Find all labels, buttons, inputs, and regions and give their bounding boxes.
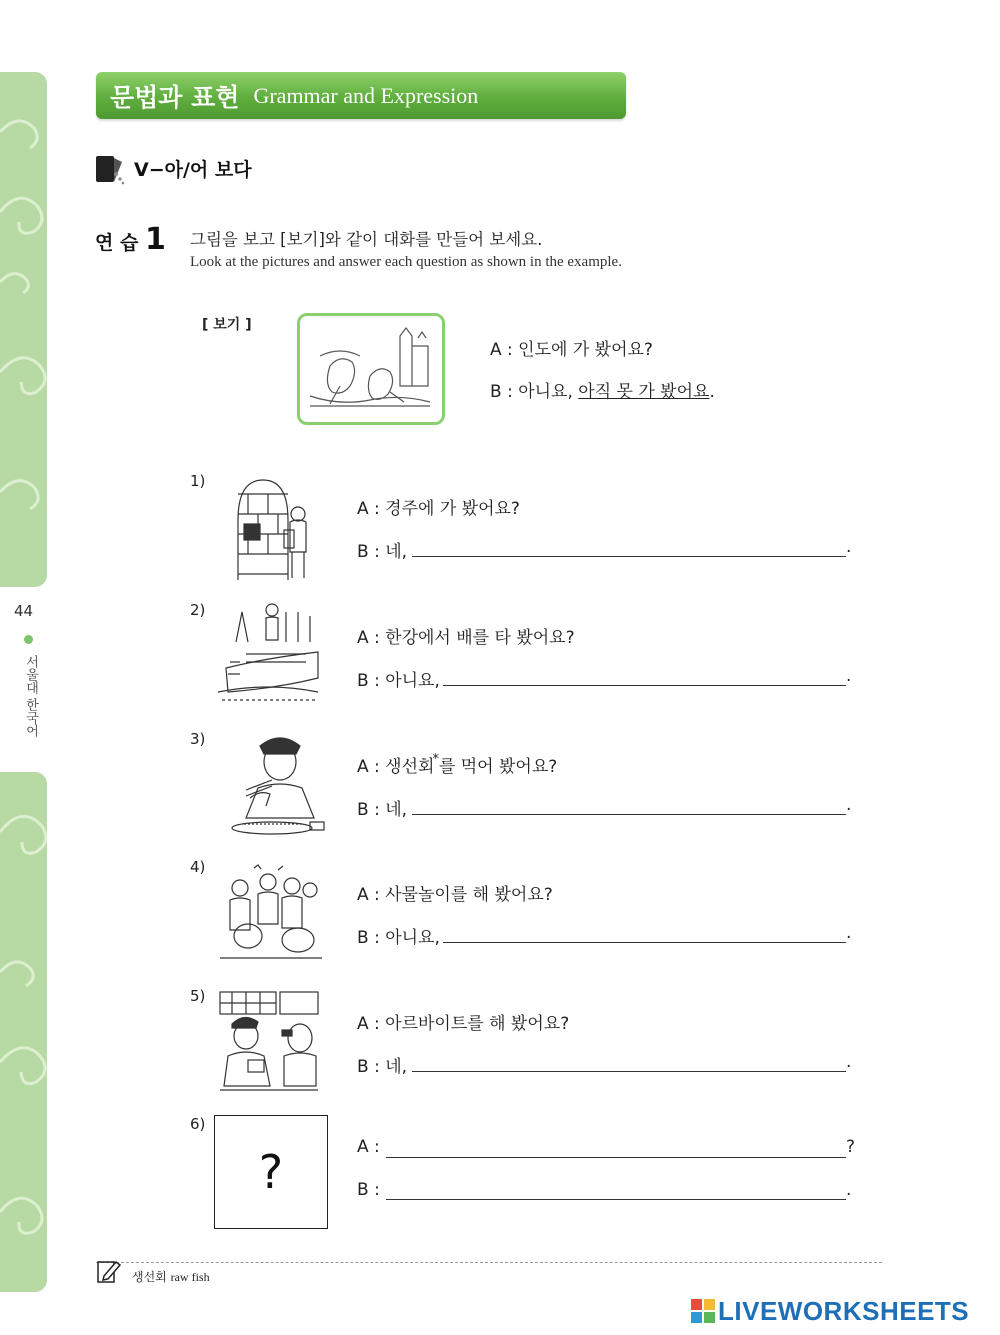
question-b-label: B : 네,: [357, 1057, 408, 1077]
person-eating-raw-fish-icon: [228, 728, 328, 838]
answer-blank-input[interactable]: [412, 1071, 846, 1072]
question-number: 3): [190, 730, 206, 748]
answer-period: .: [846, 1052, 852, 1072]
question-number: 6): [190, 1115, 206, 1133]
answer-blank-input[interactable]: [443, 685, 846, 686]
footnote-divider: [96, 1262, 882, 1263]
answer-period: .: [846, 666, 852, 686]
example-label: [ 보기 ]: [202, 317, 252, 333]
footnote-star: *: [432, 752, 439, 767]
answer-period: .: [846, 1180, 852, 1200]
answer-blank-input[interactable]: [412, 814, 846, 815]
example-answer: [490, 377, 715, 402]
answer-blank-input[interactable]: [443, 942, 846, 943]
question-a-label: A :: [357, 1137, 380, 1157]
exercise-label: [95, 222, 166, 257]
question-number: 5): [190, 987, 206, 1005]
boat-on-river-icon: [216, 602, 322, 706]
brand-watermark: [690, 1296, 969, 1326]
answer-blank-input[interactable]: [412, 556, 846, 557]
section-title-en: Grammar and Expression: [253, 82, 479, 108]
stone-tower-icon: [218, 474, 322, 582]
samulnori-drummers-icon: [218, 864, 324, 964]
liveworksheets-logo-icon: [690, 1298, 716, 1324]
question-number: 4): [190, 858, 206, 876]
question-b-label: B :: [357, 1180, 380, 1200]
swirl-pattern-icon: [0, 72, 47, 587]
question-b-label: B : 네,: [357, 800, 408, 820]
unknown-picture-box: ?: [214, 1115, 328, 1229]
question-a-after: 를 먹어 봤어요?: [438, 757, 558, 777]
example-illustration: [297, 313, 445, 425]
instruction-ko: 그림을 보고 [보기]와 같이 대화를 만들어 보세요.: [190, 230, 543, 249]
question-a-line: A : 아르바이트를 해 봤어요?: [357, 1014, 570, 1034]
footnote-text: [132, 1268, 210, 1285]
instruction-en: Look at the pictures and answer each question as shown in the example.: [190, 254, 622, 270]
part-time-job-cafe-icon: [218, 990, 320, 1094]
brand-name: LIVEWORKSHEETS: [718, 1295, 970, 1326]
question-number: 1): [190, 472, 206, 490]
question-a-line: A : 사물놀이를 해 봤어요?: [357, 885, 553, 905]
question-b-label: B : 아니요,: [357, 671, 440, 691]
grammar-pattern: V−아/어 보다: [134, 159, 252, 181]
section-title-ko: 문법과 표현: [110, 82, 240, 112]
question-number: 2): [190, 601, 206, 619]
question-blank-input[interactable]: [386, 1157, 846, 1158]
swirl-pattern-icon: [0, 772, 47, 1292]
question-a-before: A : 생선회: [357, 757, 435, 777]
footnote-word-en: raw fish: [170, 1270, 210, 1284]
question-mark: ?: [846, 1137, 856, 1157]
grammar-book-icon: [94, 152, 126, 186]
example-question: A : 인도에 가 봤어요?: [490, 340, 653, 360]
side-decoration-bottom: [0, 772, 47, 1292]
example-answer-period: .: [709, 382, 715, 402]
answer-period: .: [846, 537, 852, 557]
page-number: 44: [14, 602, 34, 620]
example-answer-underlined: 아직 못 가 봤어요: [578, 382, 710, 402]
side-decoration-top: [0, 72, 47, 587]
question-a-line: A : 경주에 가 봤어요?: [357, 499, 520, 519]
section-banner: [96, 72, 626, 119]
exercise-number: 1: [144, 222, 166, 257]
question-a-line: [357, 752, 557, 777]
answer-blank-input[interactable]: [386, 1199, 846, 1200]
people-by-river-icon: [300, 316, 442, 422]
pencil-note-icon: [96, 1258, 122, 1284]
book-title: 서울대 한국어: [23, 655, 38, 738]
exercise-label-text: 연 습: [95, 232, 139, 254]
question-b-label: B : 아니요,: [357, 928, 440, 948]
question-a-line: A : 한강에서 배를 타 봤어요?: [357, 628, 575, 648]
answer-period: .: [846, 923, 852, 943]
side-dot-icon: [24, 635, 33, 644]
footnote-word-ko: 생선회: [132, 1270, 167, 1284]
question-b-label: B : 네,: [357, 542, 408, 562]
answer-period: .: [846, 795, 852, 815]
example-answer-prefix: B : 아니요,: [490, 382, 579, 402]
